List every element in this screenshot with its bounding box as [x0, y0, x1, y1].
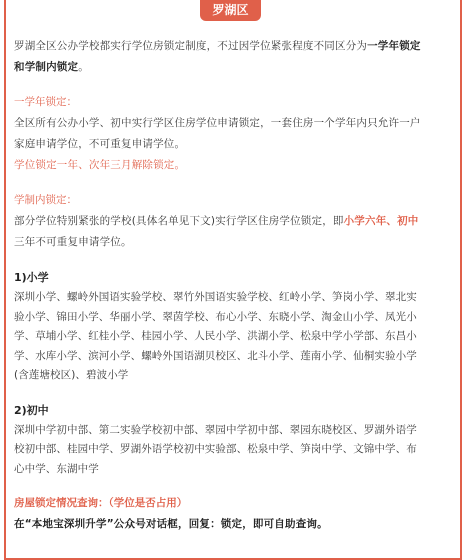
intro-end: 。 [78, 61, 89, 73]
junior-line: 深圳中学初中部、第二实验学校初中部、翠园中学初中部、翠园东晓校区、罗湖外语学 [14, 423, 417, 436]
primary-line: 学、水库小学、滨河小学、螺岭外国语湖贝校区、北斗小学、莲南小学、仙桐实验小学 [14, 349, 417, 362]
query-label: 房屋锁定情况查询：（学位是否占用） [14, 497, 188, 509]
primary-school-list [14, 288, 452, 386]
primary-line: 深圳小学、螺岭外国语实验学校、翠竹外国语实验学校、红岭小学、笋岗小学、翠北实 [14, 291, 417, 303]
district-tab: 罗湖区 [200, 0, 261, 21]
intro-bold-in-system: 和学制内锁定 [14, 61, 79, 73]
one-year-text-1: 全区所有公办小学、初中实行学区住房学位申请锁定，一套住房一个学年内只允许一户 [14, 117, 421, 129]
one-year-text-2: 家庭申请学位，不可重复申请学位。 [14, 138, 186, 150]
intro-bold-one-year: 一学年锁定 [367, 40, 421, 52]
in-system-text-1: 部分学位特别紧张的学校(具体名单见下文)实行学区住房学位锁定，即 [14, 215, 344, 227]
one-year-title: 一学年锁定： [14, 96, 77, 108]
junior-school-list [14, 421, 452, 480]
intro-paragraph [14, 36, 452, 78]
primary-line: (含莲塘校区)、碧波小学 [14, 369, 129, 381]
in-system-text-2: 三年不可重复申请学位。 [14, 236, 132, 248]
primary-line: 学、草埔小学、红桂小学、桂园小学、人民小学、洪湖小学、松泉中学小学部、东昌小 [14, 330, 417, 342]
query-instruction: 在“本地宝深圳升学”公众号对话框，回复：锁定，即可自助查询。 [14, 518, 328, 530]
intro-text: 罗湖全区公办学校都实行学位房锁定制度，不过因学位紧张程度不同区分为 [14, 40, 368, 52]
one-year-paragraph [14, 113, 452, 176]
in-system-title: 学制内锁定： [14, 194, 77, 206]
junior-line: 校初中部、桂园中学、罗湖外语学校初中实验部、松泉中学、笋岗中学、文锦中学、布 [14, 443, 417, 455]
article-content [14, 36, 452, 535]
in-system-paragraph [14, 211, 452, 253]
junior-line: 心中学、东湖中学 [14, 462, 99, 475]
primary-heading: 1)小学 [14, 271, 49, 284]
primary-line: 验小学、锦田小学、华丽小学、翠茵学校、布心小学、东晓小学、淘金山小学、凤光小 [14, 310, 417, 323]
one-year-note: 学位锁定一年、次年三月解除锁定。 [14, 159, 186, 171]
in-system-highlight: 小学六年、初中 [343, 215, 419, 227]
junior-heading: 2)初中 [14, 403, 49, 417]
